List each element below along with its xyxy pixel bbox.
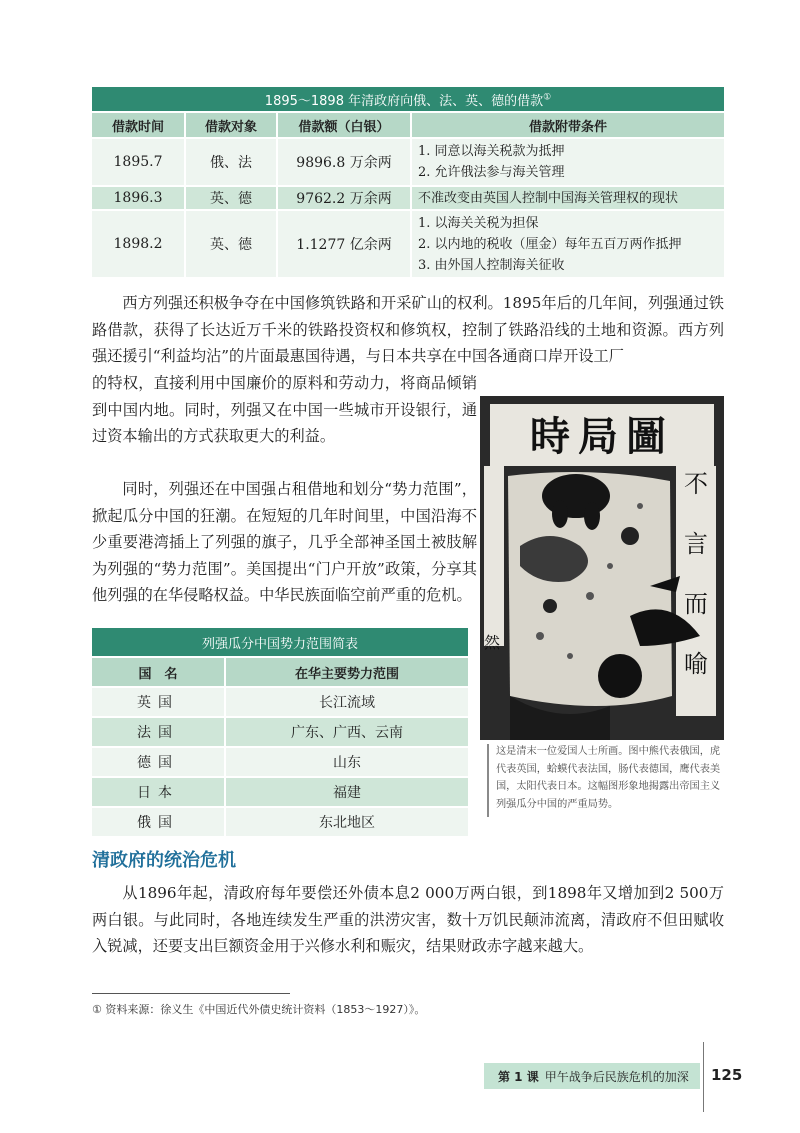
- loan-target: 英、德: [185, 210, 277, 278]
- cartoon-title: 時局圖: [530, 413, 674, 460]
- condition-line: 3. 由外国人控制海关征收: [418, 257, 565, 273]
- table-row: [92, 186, 724, 210]
- header-time: 借款时间: [92, 112, 185, 138]
- footnote-marker[interactable]: ①: [543, 92, 552, 103]
- header-target: 借款对象: [185, 112, 277, 138]
- footnote-divider: [92, 993, 290, 994]
- loan-conditions: [411, 210, 724, 278]
- sphere-region: 广东、广西、云南: [225, 717, 468, 747]
- loan-conditions: [411, 138, 724, 186]
- section-title: 清政府的统治危机: [92, 850, 236, 871]
- cartoon-left-char: 然: [483, 633, 501, 652]
- loan-time: 1898.2: [92, 210, 185, 278]
- condition-line: 2. 允许俄法参与海关管理: [418, 165, 565, 180]
- sphere-region: 东北地区: [225, 807, 468, 837]
- cartoon-side-char: 而: [684, 590, 708, 618]
- country-name: 日本: [92, 777, 225, 807]
- country-name: 法国: [92, 717, 225, 747]
- header-conditions: 借款附带条件: [411, 112, 724, 138]
- sphere-region: 福建: [225, 777, 468, 807]
- cartoon-side-char: 喻: [684, 650, 708, 678]
- header-country: 国 名: [92, 657, 225, 687]
- sphere-region: 长江流域: [225, 687, 468, 717]
- body-paragraph-2: 同时，列强还在中国强占租借地和划分“势力范围”，掀起瓜分中国的狂潮。在短短的几年时间里，中国沿海不少重要港湾插上了列强的旗子，几乎全部神圣国土被肢解为列强的“势力范围”。美国提出“门户开放”政策，分享其他列强的在华侵略权益。中华民族面临空前严重的危机。: [92, 480, 477, 604]
- page-number-divider: [703, 1042, 704, 1112]
- loan-time: 1896.3: [92, 186, 185, 210]
- loan-target: 俄、法: [185, 138, 277, 186]
- loan-target: 英、德: [185, 186, 277, 210]
- footnote: ① 资料来源：徐义生《中国近代外债史统计资料（1853～1927）》。: [92, 1003, 426, 1016]
- body-paragraph-1-continued: 的特权，直接利用中国廉价的原料和劳动力，将商品倾销到中国内地。同时，列强又在中国一些城市开设银行，通过资本输出的方式获取更大的利益。: [92, 374, 477, 445]
- loan-table: [92, 87, 724, 279]
- table-row: [92, 687, 468, 717]
- condition-line: 不准改变由英国人控制中国海关管理权的现状: [418, 190, 679, 206]
- loan-amount: 9762.2 万余两: [277, 186, 411, 210]
- lesson-title: 甲午战争后民族危机的加深: [544, 1070, 689, 1084]
- table-row: [92, 717, 468, 747]
- page-number: 125: [711, 1066, 743, 1084]
- condition-line: 1. 同意以海关税款为抵押: [418, 144, 565, 159]
- caption-bar: [487, 744, 489, 817]
- cartoon-side-char: 言: [684, 530, 708, 558]
- cartoon-image: [480, 396, 724, 740]
- header-amount: 借款额（白银）: [277, 112, 411, 138]
- header-sphere: 在华主要势力范围: [225, 657, 468, 687]
- cartoon-side-char: 不: [684, 470, 708, 498]
- loan-time: 1895.7: [92, 138, 185, 186]
- table-row: [92, 747, 468, 777]
- table-row: [92, 210, 724, 278]
- table-row: [92, 777, 468, 807]
- table-row: [92, 807, 468, 837]
- country-name: 德国: [92, 747, 225, 777]
- powers-table: [92, 628, 468, 838]
- table-row: [92, 138, 724, 186]
- section-paragraph: 从1896年起，清政府每年要偿还外债本息2 000万两白银，到1898年又增加到2 500万两白银。与此同时，各地连续发生严重的洪涝灾害，数十万饥民颠沛流离，清政府不但田赋收入锐减，还要支出巨额资金用于兴修水利和赈灾，结果财政赤字越来越大。: [92, 884, 724, 955]
- cartoon-illustration: [480, 396, 724, 740]
- sphere-region: 山东: [225, 747, 468, 777]
- loan-table-caption: 1895～1898 年清政府向俄、法、英、德的借款①: [92, 87, 724, 112]
- loan-amount: 9896.8 万余两: [277, 138, 411, 186]
- condition-line: 2. 以内地的税收（厘金）每年五百万两作抵押: [418, 236, 682, 252]
- country-name: 俄国: [92, 807, 225, 837]
- loan-conditions: [411, 186, 724, 210]
- country-name: 英国: [92, 687, 225, 717]
- loan-amount: 1.1277 亿余两: [277, 210, 411, 278]
- body-paragraph-1: 西方列强还积极争夺在中国修筑铁路和开采矿山的权利。1895年后的几年间，列强通过铁路借款，获得了长达近万千米的铁路投资权和修筑权，控制了铁路沿线的土地和资源。西方列强还援引“利益均沾”的片面最惠国待遇，与日本共享在中国各通商口岸开设工厂: [92, 294, 724, 365]
- lesson-number: 第 1 课: [498, 1070, 539, 1084]
- footer-lesson: [498, 1068, 689, 1085]
- cartoon-caption: 这是清末一位爱国人士所画。图中熊代表俄国，虎代表英国，蛤蟆代表法国，肠代表德国，鹰代表美国，太阳代表日本。这幅图形象地揭露出帝国主义列强瓜分中国的严重局势。: [496, 746, 721, 810]
- condition-line: 1. 以海关关税为担保: [418, 215, 539, 231]
- powers-table-caption: 列强瓜分中国势力范围简表: [92, 628, 468, 657]
